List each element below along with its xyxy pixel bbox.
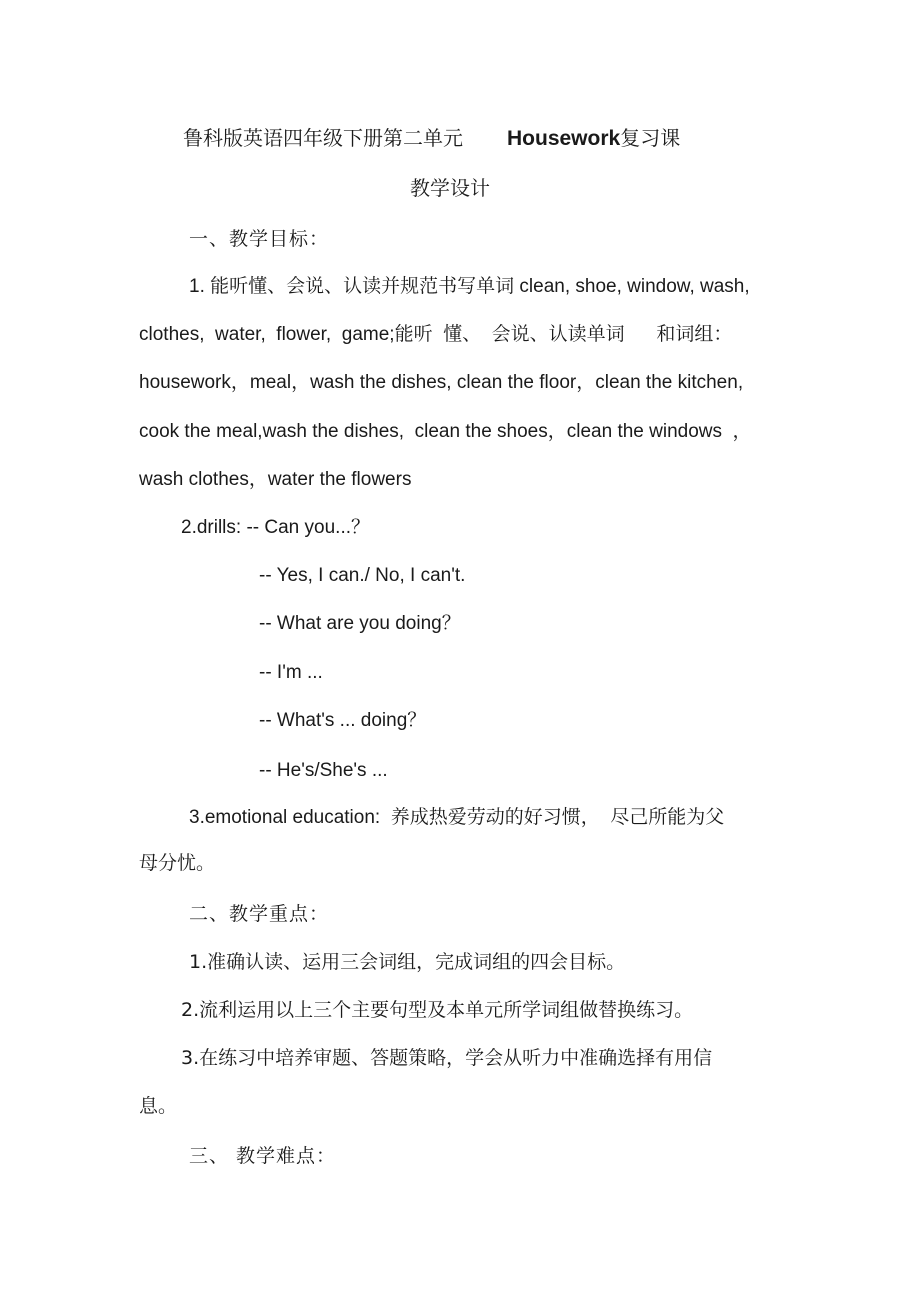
objective-1-line-5: wash clothes，water the flowers <box>139 469 412 490</box>
objective-1-line-3: housework，meal，wash the dishes, clean the floor，clean the kitchen, <box>139 372 744 393</box>
title-en-part: Housework <box>507 127 621 150</box>
key-point-1: 1.准确认读、运用三会词组，完成词组的四会目标。 <box>189 951 626 973</box>
objective-3-line-2: 母分忧。 <box>139 852 216 874</box>
drills-intro: 2.drills: -- Can you...？ <box>181 517 370 538</box>
objective-3-line-1: 3.emotional education: 养成热爱劳动的好习惯， 尽己所能为父 <box>189 807 725 828</box>
title-cn-part: 鲁科版英语四年级下册第二单元 <box>183 126 463 150</box>
section2-heading: 二、教学重点： <box>189 903 330 925</box>
document-subtitle: 教学设计 <box>410 176 490 200</box>
document-title <box>183 126 680 151</box>
title-cn-suffix: 复习课 <box>620 126 681 150</box>
section1-heading: 一、教学目标： <box>189 228 330 250</box>
section3-heading: 三、 教学难点： <box>189 1145 337 1167</box>
drill-line-1: -- Yes, I can./ No, I can't. <box>259 565 466 586</box>
drill-line-2: -- What are you doing？ <box>259 613 461 634</box>
objective-1-line-4: cook the meal,wash the dishes, clean the shoes，clean the windows ， <box>139 421 752 442</box>
drill-line-3: -- I'm ... <box>259 662 323 683</box>
objective-1-line-2: clothes, water, flower, game;能听 懂、 会说、认读单词 和词组： <box>139 324 733 345</box>
drill-line-5: -- He's/She's ... <box>259 760 388 781</box>
objective-1-line-1: 1. 能听懂、会说、认读并规范书写单词 clean, shoe, window, wash, <box>189 276 750 297</box>
key-point-3-line-1: 3.在练习中培养审题、答题策略，学会从听力中准确选择有用信 <box>181 1047 713 1069</box>
key-point-2: 2.流利运用以上三个主要句型及本单元所学词组做替换练习。 <box>181 999 694 1021</box>
drill-line-4: -- What's ... doing？ <box>259 710 427 731</box>
key-point-3-line-2: 息。 <box>139 1095 178 1117</box>
